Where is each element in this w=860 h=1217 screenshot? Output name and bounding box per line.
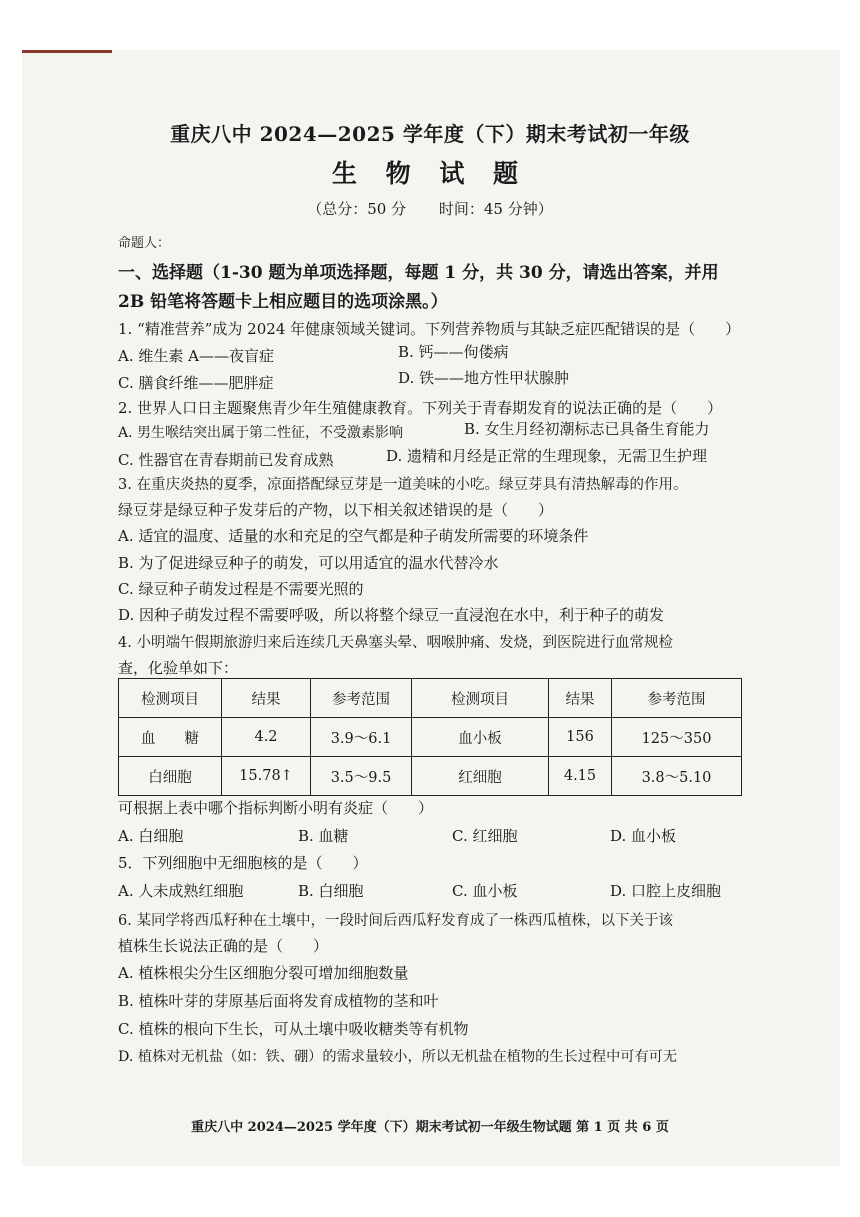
q1-stem: 1. “精准营养”成为 2024 年健康领域关键词。下列营养物质与其缺乏症匹配错误的是（ ） — [118, 320, 741, 338]
table-cell: 125～350 — [612, 718, 742, 757]
table-header-row — [119, 679, 742, 718]
q6-stem-line2: 植株生长说法正确的是（ ） — [118, 937, 329, 955]
table-cell: 4.15 — [549, 757, 612, 796]
table-cell: 15.78↑ — [222, 757, 311, 796]
table-cell: 血小板 — [412, 718, 549, 757]
q5-stem: 5．下列细胞中无细胞核的是（ ） — [118, 854, 368, 872]
q5-option-c: C. 血小板 — [452, 882, 518, 900]
table-header-cell: 检测项目 — [119, 679, 222, 718]
q4-option-c: C. 红细胞 — [452, 827, 518, 845]
table-cell: 红细胞 — [412, 757, 549, 796]
q3-option-c: C. 绿豆种子萌发过程是不需要光照的 — [118, 580, 364, 598]
table-row — [119, 757, 742, 796]
table-row — [119, 718, 742, 757]
q3-option-d: D. 因种子萌发过程不需要呼吸，所以将整个绿豆一直浸泡在水中，利于种子的萌发 — [118, 606, 665, 624]
q3-stem-line2: 绿豆芽是绿豆种子发芽后的产物，以下相关叙述错误的是（ ） — [118, 501, 554, 519]
q2-option-a: A. 男生喉结突出属于第二性征，不受激素影响 — [118, 425, 404, 441]
q4-option-b: B. 血糖 — [298, 827, 349, 845]
section-heading — [118, 259, 758, 317]
exam-time: 时间：45 分钟） — [438, 200, 553, 218]
q5-option-a: A. 人未成熟红细胞 — [118, 882, 244, 900]
table-header-cell: 结果 — [549, 679, 612, 718]
page-footer: 重庆八中 2024—2025 学年度（下）期末考试初一年级生物试题 第 1 页 共 6 页 — [191, 1120, 669, 1135]
q4-question: 可根据上表中哪个指标判断小明有炎症（ ） — [118, 799, 434, 817]
q2-stem: 2. 世界人口日主题聚焦青少年生殖健康教育。下列关于青春期发育的说法正确的是（ ） — [118, 399, 723, 417]
q3-option-a: A. 适宜的温度、适量的水和充足的空气都是种子萌发所需要的环境条件 — [118, 527, 589, 545]
q4-stem-line1: 4. 小明端午假期旅游归来后连续几天鼻塞头晕、咽喉肿痛、发烧，到医院进行血常规检 — [118, 635, 673, 651]
q6-option-a: A. 植株根尖分生区细胞分裂可增加细胞数量 — [118, 964, 409, 982]
q2-option-d: D. 遗精和月经是正常的生理现象，无需卫生护理 — [386, 447, 708, 465]
exam-subtitle: 生 物 试 题 — [331, 159, 529, 188]
q4-option-a: A. 白细胞 — [118, 827, 184, 845]
q3-option-b: B. 为了促进绿豆种子的萌发，可以用适宜的温水代替冷水 — [118, 554, 499, 572]
table-cell: 血 糖 — [119, 718, 222, 757]
section-heading-line2: 2B 铅笔将答题卡上相应题目的选项涂黑。） — [118, 292, 448, 312]
q2-option-c: C. 性器官在青春期前已发育成熟 — [118, 451, 334, 469]
table-header-cell: 结果 — [222, 679, 311, 718]
table-header-cell: 参考范围 — [612, 679, 742, 718]
q4-stem-line2: 查，化验单如下： — [118, 659, 239, 677]
table-header-cell: 参考范围 — [311, 679, 412, 718]
q1-option-c: C. 膳食纤维——肥胖症 — [118, 374, 274, 392]
q1-option-d: D. 铁——地方性甲状腺肿 — [398, 369, 570, 387]
author-label: 命题人： — [118, 236, 171, 251]
paper-edge-mark — [22, 50, 112, 53]
q5-option-b: B. 白细胞 — [298, 882, 364, 900]
q1-option-b: B. 钙——佝偻病 — [398, 343, 509, 361]
q1-option-a: A. 维生素 A——夜盲症 — [118, 347, 274, 365]
q6-option-c: C. 植株的根向下生长，可从土壤中吸收糖类等有机物 — [118, 1020, 469, 1038]
q3-stem-line1: 3. 在重庆炎热的夏季，凉面搭配绿豆芽是一道美味的小吃。绿豆芽具有清热解毒的作用。 — [118, 477, 688, 493]
blood-test-table — [118, 678, 742, 796]
table-cell: 3.9～6.1 — [311, 718, 412, 757]
score-time-line — [0, 198, 860, 219]
exam-title: 重庆八中 2024—2025 学年度（下）期末考试初一年级 — [170, 122, 690, 146]
table-cell: 3.5～9.5 — [311, 757, 412, 796]
table-cell: 4.2 — [222, 718, 311, 757]
q6-stem-line1: 6. 某同学将西瓜籽种在土壤中，一段时间后西瓜籽发育成了一株西瓜植株，以下关于该 — [118, 913, 673, 929]
q6-option-b: B. 植株叶芽的芽原基后面将发育成植物的茎和叶 — [118, 992, 439, 1010]
section-heading-line1: 一、选择题（1-30 题为单项选择题，每题 1 分，共 30 分，请选出答案，并用 — [118, 263, 719, 283]
q4-option-d: D. 血小板 — [610, 827, 677, 845]
table-cell: 3.8～5.10 — [612, 757, 742, 796]
table-cell: 156 — [549, 718, 612, 757]
table-cell: 白细胞 — [119, 757, 222, 796]
q2-option-b: B. 女生月经初潮标志已具备生育能力 — [464, 420, 710, 438]
total-score: （总分：50 分 — [307, 200, 407, 218]
q6-option-d: D. 植株对无机盐（如：铁、硼）的需求量较小，所以无机盐在植物的生长过程中可有可无 — [118, 1049, 678, 1065]
table-header-cell: 检测项目 — [412, 679, 549, 718]
q5-option-d: D. 口腔上皮细胞 — [610, 882, 722, 900]
